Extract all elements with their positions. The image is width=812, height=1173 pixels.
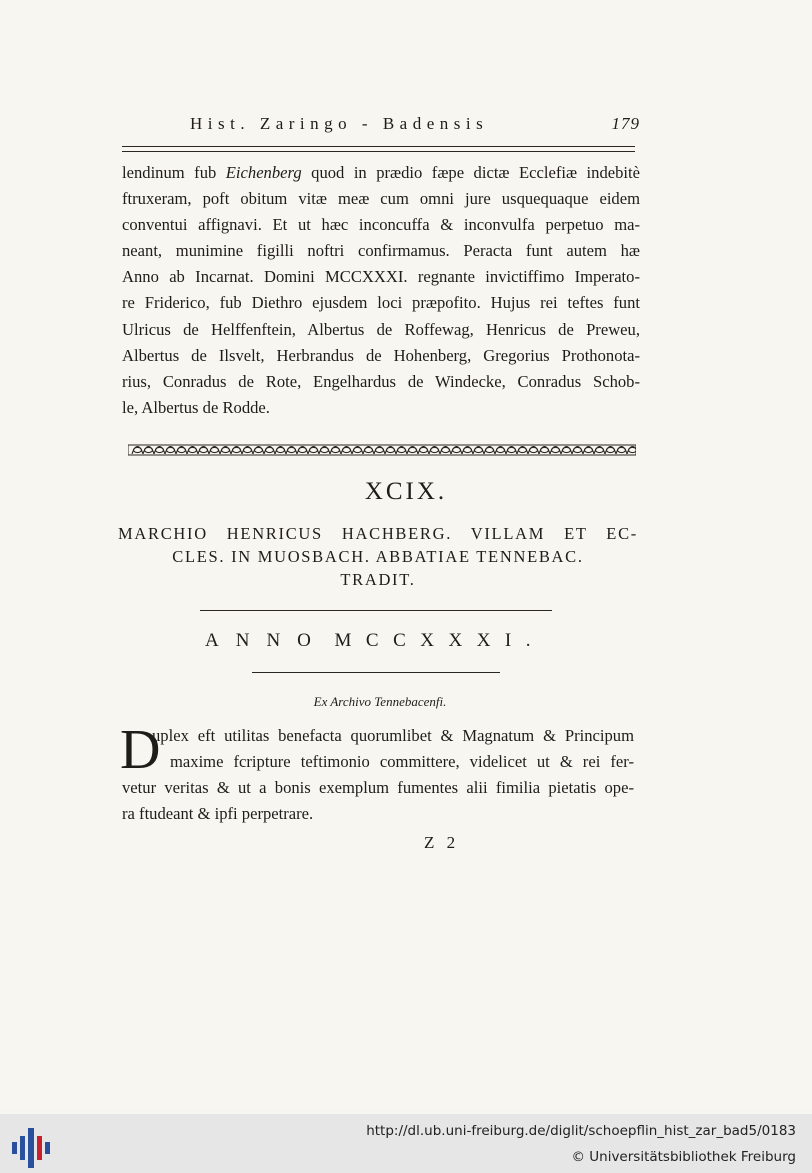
text-line: Ulricus de Helffenftein, Albertus de Roffewag, Henricus de Preweu, bbox=[122, 319, 640, 339]
section-title bbox=[118, 522, 638, 591]
rope-link bbox=[486, 447, 494, 452]
text-line: maxime fcripture teftimonio committere, videlicet ut & rei fer- bbox=[170, 752, 634, 772]
rope-link bbox=[442, 447, 450, 452]
rope-link bbox=[607, 447, 615, 452]
text-line: rius, Conradus de Rote, Engelhardus de Windecke, Conradus Schob- bbox=[122, 371, 640, 391]
rope-link bbox=[475, 447, 483, 452]
head-rule-bottom bbox=[122, 151, 635, 152]
ub-freiburg-logo-icon bbox=[10, 1120, 52, 1168]
rope-link bbox=[222, 447, 230, 452]
rope-link bbox=[343, 447, 351, 452]
text-line: lendinum fub Eichenberg quod in prædio fæpe dictæ Ecclefiæ indebitè bbox=[122, 163, 640, 182]
signature-mark: Z 2 bbox=[424, 833, 460, 852]
rope-link bbox=[453, 447, 461, 452]
section-title-line: CLES. IN MUOSBACH. ABBATIAE TENNEBAC. bbox=[172, 547, 584, 566]
footer-bar bbox=[0, 1114, 812, 1173]
rope-link bbox=[618, 447, 626, 452]
rope-link bbox=[530, 447, 538, 452]
rope-link bbox=[354, 447, 362, 452]
rope-link bbox=[255, 447, 263, 452]
rope-ornament-divider bbox=[128, 442, 636, 458]
rope-link bbox=[233, 447, 241, 452]
text-line: Anno ab Incarnat. Domini MCCXXXI. regnante invictiffimo Imperato- bbox=[122, 267, 640, 287]
text-line: le, Albertus de Rodde. bbox=[122, 397, 270, 417]
text-line: ftruxeram, poft obitum vitæ meæ cum omni jure usquequaque eidem bbox=[122, 189, 640, 209]
document-text bbox=[120, 719, 634, 827]
rope-link bbox=[541, 447, 549, 452]
section-number: XCIX. bbox=[364, 478, 448, 505]
rope-link bbox=[519, 447, 527, 452]
rope-link bbox=[398, 447, 406, 452]
continued-text bbox=[122, 160, 640, 421]
section-title-line: TRADIT. bbox=[340, 570, 416, 589]
rope-link bbox=[585, 447, 593, 452]
rope-link bbox=[299, 447, 307, 452]
text-line: re Friderico, fub Diethro ejusdem loci præpofito. Hujus rei teftes funt bbox=[122, 293, 640, 313]
rope-link bbox=[189, 447, 197, 452]
rope-link bbox=[552, 447, 560, 452]
copyright-notice: © Universitätsbibliothek Freiburg bbox=[571, 1149, 796, 1165]
divider-rule bbox=[200, 610, 552, 611]
section-title-line: MARCHIO HENRICUS HACHBERG. VILLAM ET EC- bbox=[118, 524, 638, 543]
rope-link bbox=[420, 447, 428, 452]
place-name-italic: Eichenberg bbox=[225, 163, 302, 182]
rope-link bbox=[178, 447, 186, 452]
rope-link bbox=[277, 447, 285, 452]
text-line: neant, munimine figilli noftri confirmamus. Peracta funt autem hæ bbox=[122, 241, 640, 261]
rope-link bbox=[365, 447, 373, 452]
rope-link bbox=[145, 447, 153, 452]
anno-year: MCCXXXI. bbox=[334, 630, 545, 651]
source-note: Ex Archivo Tennebacenfi. bbox=[313, 694, 447, 709]
divider-rule bbox=[252, 672, 500, 673]
rope-link bbox=[211, 447, 219, 452]
permalink-link[interactable]: http://dl.ub.uni-freiburg.de/diglit/schoepflin_hist_zar_bad5/0183 bbox=[366, 1123, 796, 1139]
rope-link bbox=[200, 447, 208, 452]
drop-cap: D bbox=[120, 719, 161, 781]
page-number: 179 bbox=[611, 114, 640, 133]
head-rule-top bbox=[122, 146, 635, 147]
rope-link bbox=[321, 447, 329, 452]
text-line: uplex eft utilitas benefacta quorumlibet & Magnatum & Principum bbox=[152, 726, 634, 745]
rope-link bbox=[288, 447, 296, 452]
rope-link bbox=[596, 447, 604, 452]
text-line: Albertus de Ilsvelt, Herbrandus de Hohenberg, Gregorius Prothonota- bbox=[122, 345, 640, 365]
text-line: ra ftudeant & ipfi perpetrare. bbox=[122, 804, 314, 824]
rope-link bbox=[310, 447, 318, 452]
rope-link bbox=[167, 447, 175, 452]
rope-link bbox=[497, 447, 505, 452]
text-line: vetur veritas & ut a bonis exemplum fumentes alii fimilia pietatis ope- bbox=[122, 778, 634, 798]
rope-link bbox=[574, 447, 582, 452]
rope-link bbox=[266, 447, 274, 452]
text-line: conventui affignavi. Et ut hæc inconcuffa & inconvulfa perpetuo ma- bbox=[122, 215, 640, 235]
rope-link bbox=[156, 447, 164, 452]
rope-link bbox=[134, 447, 142, 452]
rope-link bbox=[387, 447, 395, 452]
year-heading bbox=[205, 630, 545, 658]
anno-word: ANNO bbox=[205, 630, 328, 651]
running-head bbox=[190, 114, 640, 138]
rope-link bbox=[332, 447, 340, 452]
rope-link bbox=[464, 447, 472, 452]
rope-link bbox=[508, 447, 516, 452]
rope-link bbox=[431, 447, 439, 452]
rope-link bbox=[376, 447, 384, 452]
rope-link bbox=[244, 447, 252, 452]
rope-link bbox=[563, 447, 571, 452]
rope-link bbox=[409, 447, 417, 452]
rope-link bbox=[629, 447, 637, 452]
running-title: Hist. Zaringo - Badensis bbox=[190, 114, 489, 133]
